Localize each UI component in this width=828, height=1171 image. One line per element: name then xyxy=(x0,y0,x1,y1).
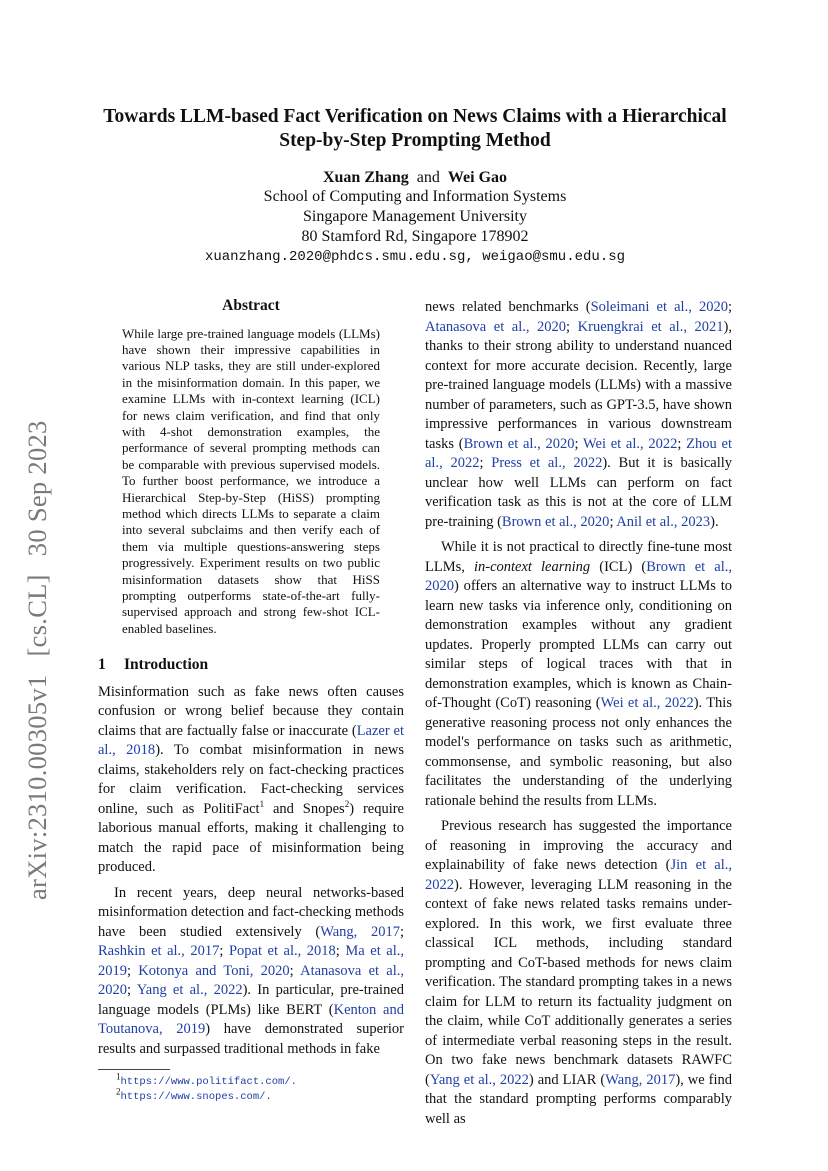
title-line-1: Towards LLM-based Fact Verification on News Claims with a Hierarchical xyxy=(103,106,727,127)
citation-press[interactable]: Press et al., 2022 xyxy=(491,455,603,471)
right-column xyxy=(425,298,732,1129)
citation-jin[interactable]: Jin et al., 2022 xyxy=(425,857,733,893)
text-run: While it is not practical to directly fine-tune most LLMs, xyxy=(425,539,732,575)
arxiv-id: arXiv:2310.00305v1 xyxy=(22,674,52,900)
citation-popat[interactable]: Popat et al., 2018 xyxy=(228,943,336,960)
section-title: Introduction xyxy=(124,656,209,674)
text-run: ; xyxy=(399,923,404,940)
emphasis-icl: in-context learning xyxy=(473,558,591,575)
intro-paragraph-1 xyxy=(98,683,404,878)
footnote-number: 2 xyxy=(116,1086,121,1097)
citation-wei[interactable]: Wei et al., 2022 xyxy=(600,695,694,711)
citation-rashkin[interactable]: Rashkin et al., 2017 xyxy=(98,943,220,960)
citation-zhou[interactable]: Zhou et al., 2022 xyxy=(425,435,732,471)
text-run: ). In particular, pre-trained language models (PLMs) like BERT ( xyxy=(98,982,405,1018)
text-run: In recent years, deep neural networks-based misinformation detection and fact-checking methods have been studied extensively ( xyxy=(98,884,405,940)
citation-soleimani[interactable]: Soleimani et al., 2020 xyxy=(590,299,728,315)
text-run: ; xyxy=(127,962,139,979)
intro-paragraph-2 xyxy=(98,884,404,1060)
author-emails: xuanzhang.2020@phdcs.smu.edu.sg, weigao@smu.edu.sg xyxy=(204,249,626,265)
text-run: ; xyxy=(335,943,346,960)
citation-brown[interactable]: Brown et al., 2020 xyxy=(425,558,733,594)
text-run: ; xyxy=(127,982,137,999)
citation-brown[interactable]: Brown et al., 2020 xyxy=(463,435,575,452)
citation-wang-2017[interactable]: Wang, 2017 xyxy=(320,923,400,940)
citation-ma[interactable]: Ma et al., 2019 xyxy=(98,943,404,979)
text-run: Misinformation such as fake news often causes confusion or wrong belief because they contain claims that are factually false or inaccurate ( xyxy=(98,683,404,739)
text-run: ) and LIAR ( xyxy=(528,1071,606,1088)
text-run: ; xyxy=(677,435,687,452)
citation-kenton[interactable]: Kenton and Toutanova, 2019 xyxy=(98,1001,404,1038)
citation-kruengkrai[interactable]: Kruengkrai et al., 2021 xyxy=(577,318,724,335)
text-run: (ICL) ( xyxy=(590,558,647,575)
section-number: 1 xyxy=(98,656,106,674)
footnote-ref-2[interactable]: 2 xyxy=(344,798,350,809)
citation-kotonya[interactable]: Kotonya and Toni, 2020 xyxy=(138,962,290,979)
footnote-url-politifact[interactable]: https://www.politifact.com/. xyxy=(120,1076,297,1089)
affiliation-line-3: 80 Stamford Rd, Singapore 178902 xyxy=(301,228,529,245)
citation-atanasova[interactable]: Atanasova et al., 2020 xyxy=(98,962,404,999)
arxiv-identifier xyxy=(22,260,53,900)
citation-wei[interactable]: Wei et al., 2022 xyxy=(582,435,678,452)
author-list xyxy=(80,168,750,188)
text-run: Previous research has suggested the importance of reasoning in improving the accuracy and explainability of fake news detection ( xyxy=(425,818,732,873)
section-heading-introduction xyxy=(98,655,404,675)
text-run: ; xyxy=(289,962,301,979)
text-run: ). xyxy=(710,513,719,530)
right-paragraph-3 xyxy=(425,817,732,1129)
title-line-2: Step-by-Step Prompting Method xyxy=(279,130,551,151)
text-run: ) have demonstrated superior results and surpassed traditional methods in fake xyxy=(98,1021,404,1057)
text-run: ). But it is basically unclear how well LLMs can perform on fact verification task as this is not at the core of LLM pre-training ( xyxy=(425,455,733,530)
abstract-heading: Abstract xyxy=(222,297,280,314)
citation-yang[interactable]: Yang et al., 2022 xyxy=(429,1071,529,1088)
right-paragraph-2 xyxy=(425,538,732,811)
text-run: ) offers an alternative way to instruct LLMs to learn new tasks via inference only, conditioning on demonstration examples without any gradient updates. Properly prompted LLMs can carry out similar steps of logical traces with that in demonstration examples, which is known as Chain-of-Thought (CoT) reasoning ( xyxy=(425,578,732,711)
text-run: ) require laborious manual efforts, making it challenging to match the rapid pace of misinformation being produced. xyxy=(98,800,404,876)
author-conjunction: and xyxy=(416,169,440,186)
arxiv-date: 30 Sep 2023 xyxy=(22,420,52,557)
citation-brown[interactable]: Brown et al., 2020 xyxy=(501,513,610,530)
author-2: Wei Gao xyxy=(447,169,508,186)
text-run: ; xyxy=(566,318,578,335)
affiliation-line-2: Singapore Management University xyxy=(303,208,527,225)
text-run: ; xyxy=(574,435,583,452)
affiliation xyxy=(80,187,750,267)
footnote-divider xyxy=(98,1069,170,1070)
arxiv-category: [cs.CL] xyxy=(22,574,52,657)
author-1: Xuan Zhang xyxy=(322,169,409,186)
left-column xyxy=(98,296,404,1104)
text-run: ). To combat misinformation in news claims, stakeholders rely on fact-checking practices for claim verification. Fact-checking services online, such as PolitiFact xyxy=(98,742,404,817)
text-run: ). However, leveraging LLM reasoning in the context of fake news related tasks remains under-explored. In this work, we first evaluate three classical ICL methods, including standard prompting and CoT-based methods for news claim verification. The standard prompting takes in a news claim for LLM to return its factuality judgment on the claim, while CoT additionally generates a series of intermediate verbal reasoning steps in the result. On two fake news benchmark datasets RAWFC ( xyxy=(425,876,732,1088)
footnote-1 xyxy=(98,1071,404,1089)
footnote-2 xyxy=(98,1086,404,1104)
paper-title xyxy=(80,105,750,153)
citation-wang-2017[interactable]: Wang, 2017 xyxy=(605,1071,676,1088)
abstract-text: While large pre-trained language models (LLMs) have shown their impressive capabilities in various NLP tasks, they are still under-explored in the misinformation domain. In this paper, we examine LLMs with in-context learning (ICL) for news claim verification, and find that only with 4-shot demonstration examples, the performance of several prompting methods can be comparable with previous supervised models. To further boost performance, we introduce a Hierarchical Step-by-Step (HiSS) prompting method which directs LLMs to separate a claim into several subclaims and then verify each of them via multiple questions-answering steps progressively. Experiment results on two public misinformation datasets show that HiSS prompting outperforms state-of-the-art fully-supervised approach and strong few-shot ICL-enabled baselines. xyxy=(122,325,380,636)
citation-atanasova[interactable]: Atanasova et al., 2020 xyxy=(425,318,567,335)
footnote-url-snopes[interactable]: https://www.snopes.com/. xyxy=(120,1091,272,1104)
text-run: news related benchmarks ( xyxy=(425,299,591,315)
text-run: ; xyxy=(727,299,732,315)
affiliation-line-1: School of Computing and Information Systems xyxy=(263,188,567,205)
citation-anil[interactable]: Anil et al., 2023 xyxy=(616,513,711,530)
text-run: ; xyxy=(609,513,617,530)
citation-lazer[interactable]: Lazer et al., 2018 xyxy=(98,722,404,759)
right-paragraph-1 xyxy=(425,298,732,532)
text-run: ). This generative reasoning process not only enhances the model's performance on tasks such as arithmetic, commonsense, and symbolic reasoning, but also facilitates the understanding of the underlying rationale behind the results from LLMs. xyxy=(425,695,732,809)
text-run: ), thanks to their strong ability to understand nuanced context for more accurate decision. Recently, large pre-trained language models (LLMs) with a massive number of parameters, such as GPT-3.5, have shown impressive performances in various downstream tasks ( xyxy=(425,318,732,452)
text-run: and Snopes xyxy=(264,800,345,817)
text-run: ; xyxy=(219,943,229,960)
text-run: ; xyxy=(479,455,492,471)
footnote-ref-1[interactable]: 1 xyxy=(259,798,265,809)
citation-yang[interactable]: Yang et al., 2022 xyxy=(136,982,243,999)
text-run: ), we find that the standard prompting performs comparably well as xyxy=(425,1071,732,1127)
footnote-number: 1 xyxy=(116,1071,121,1082)
